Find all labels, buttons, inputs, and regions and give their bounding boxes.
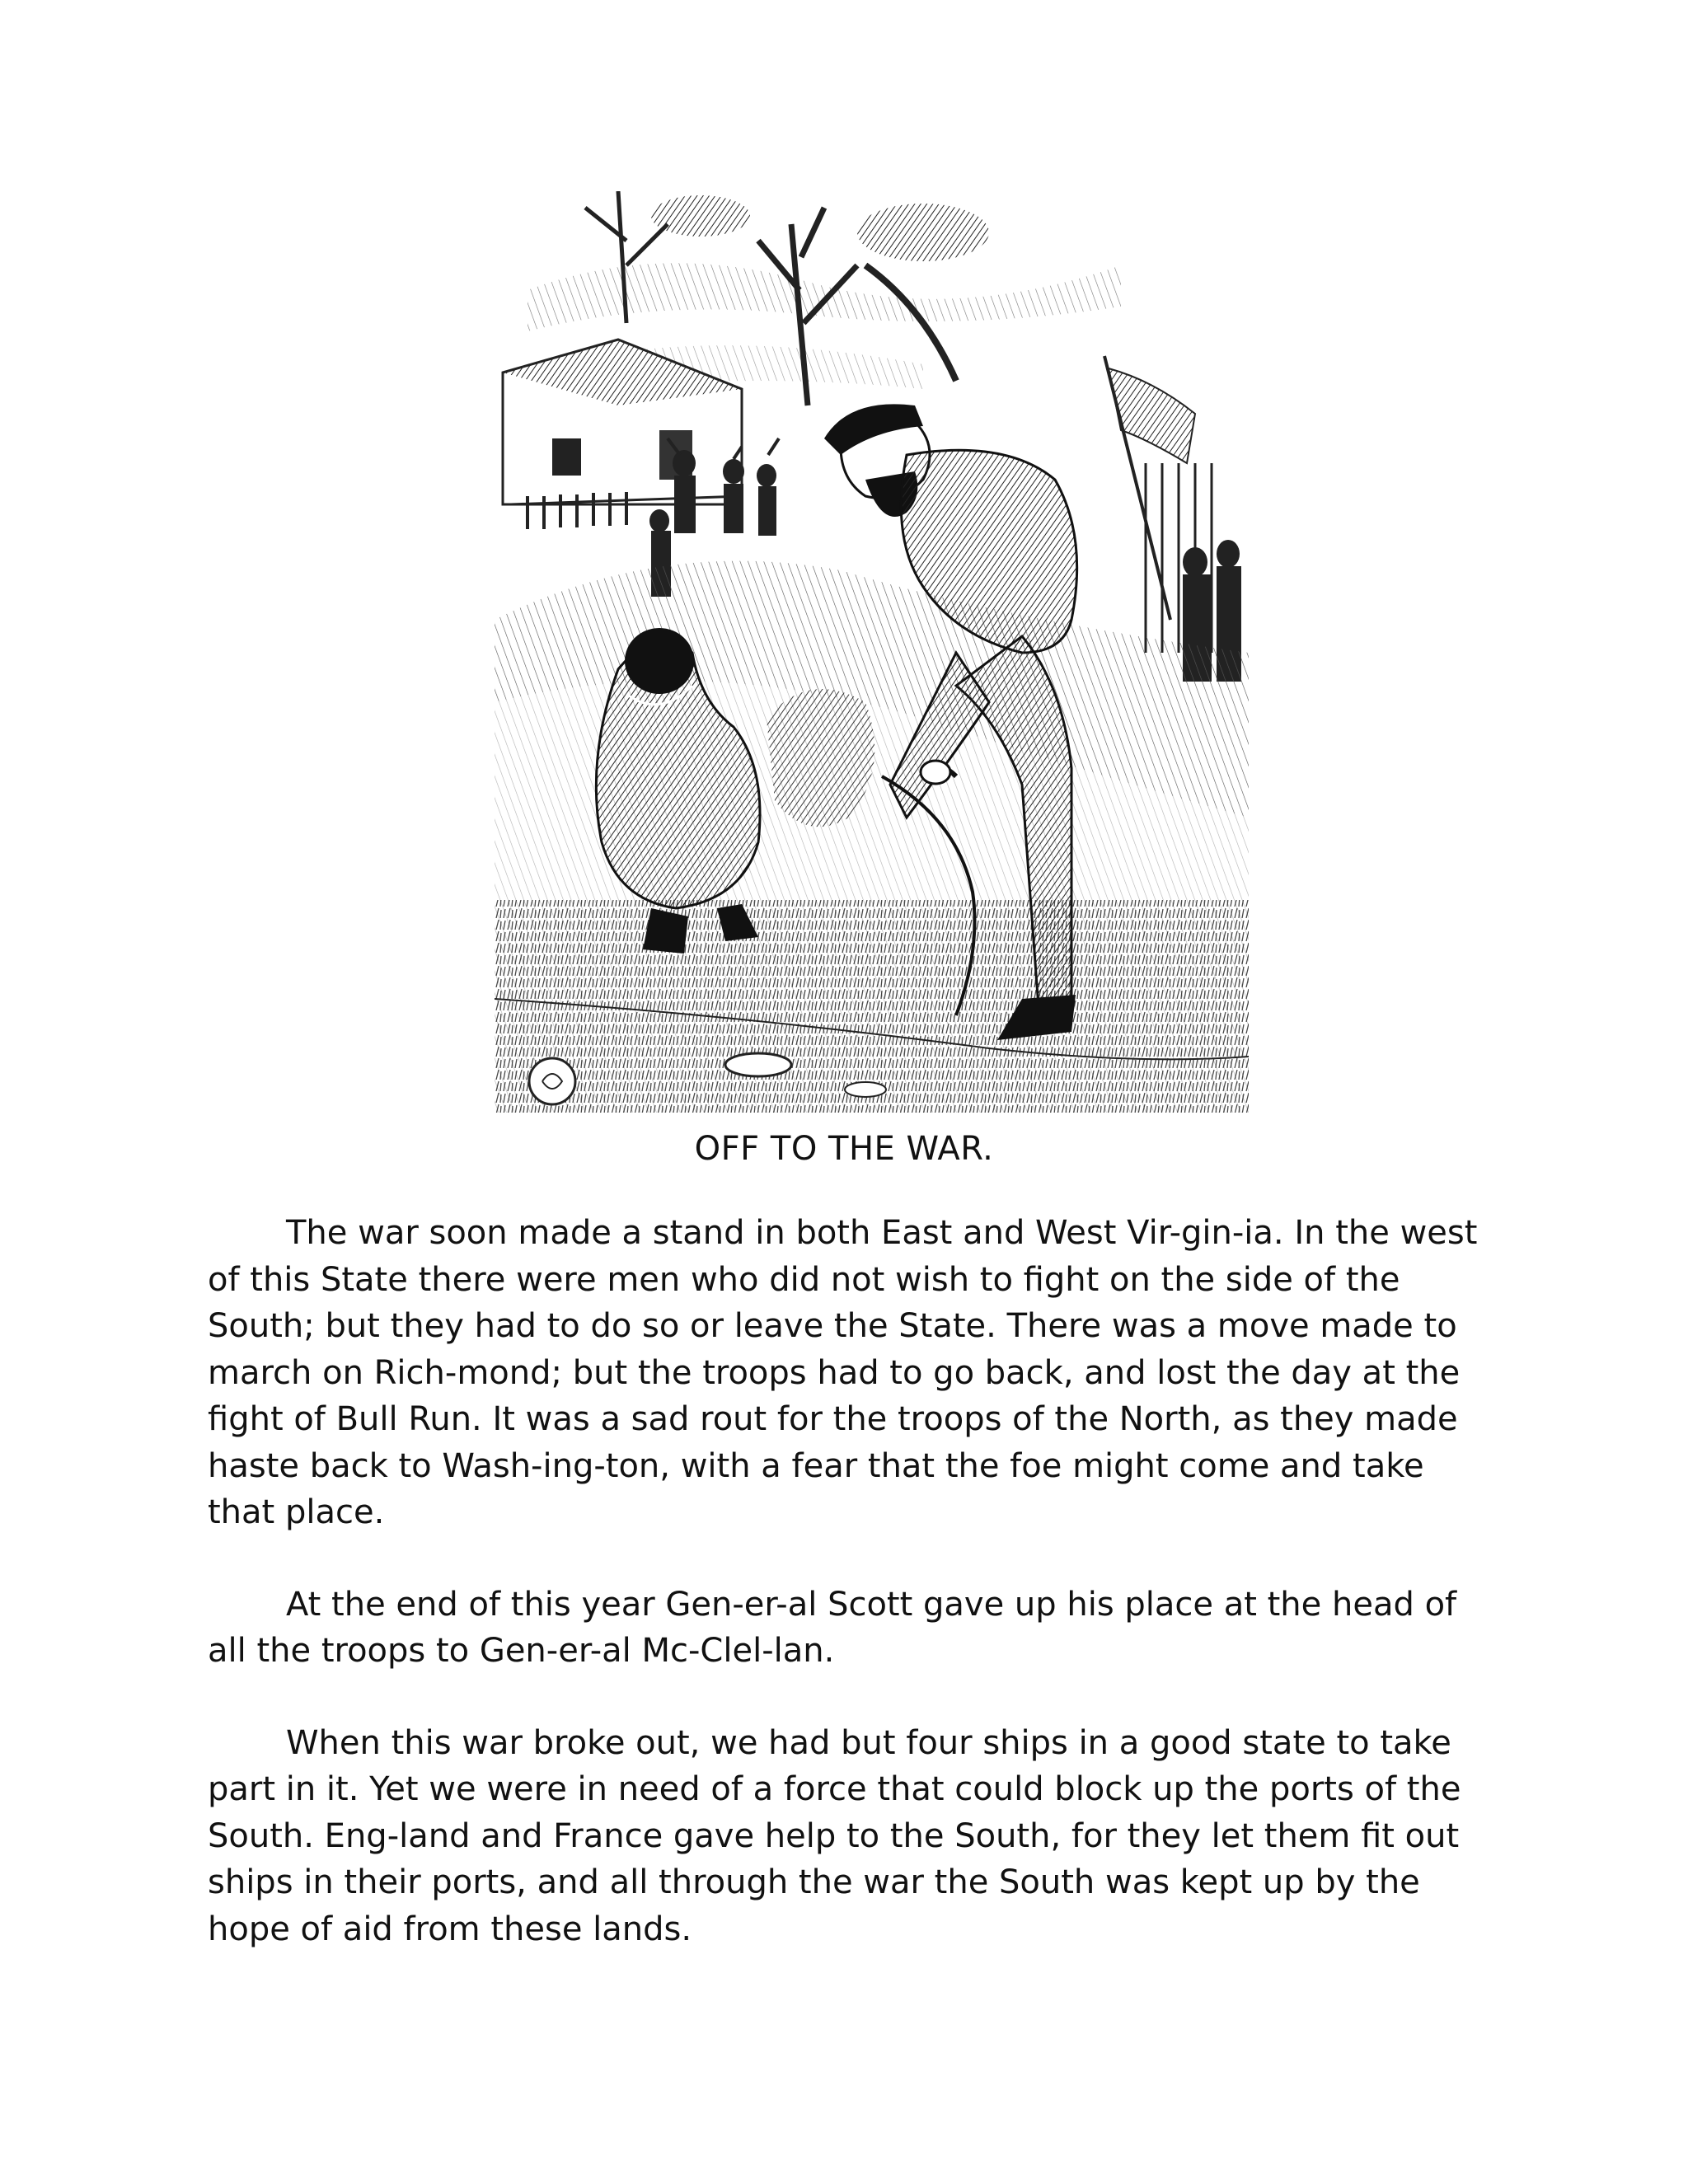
paragraph-1: The war soon made a stand in both East and West Vir-gin-ia. In the west of this State there were men who did not wish to fight on the side of the South; but they had to do so or leave the State. There was a move made to march on Rich-mond; but the troops had to go back, and lost the day at the fight of Bull Run. It was a sad rout for the troops of the North, as they made haste back to Wash-ing-ton, with a fear that the foe might come and take that place. [208, 1214, 1478, 1531]
engraving-illustration [495, 191, 1249, 1113]
body-text [208, 1210, 1493, 1998]
illustration-caption: OFF TO THE WAR. [694, 1130, 994, 1168]
paragraph-2: At the end of this year Gen-er-al Scott gave up his place at the head of all the troops to Gen-er-al Mc-Clel-lan. [208, 1585, 1457, 1670]
paragraph-3: When this war broke out, we had but four ships in a good state to take part in it. Yet we were in need of a force that could block up the ports of the South. Eng-land and France gave help to the South, for they let them fit out ships in their ports, and all through the war the South was kept up by the hope of aid from these lands. [208, 1723, 1461, 1948]
engraving-image [495, 191, 1249, 1113]
